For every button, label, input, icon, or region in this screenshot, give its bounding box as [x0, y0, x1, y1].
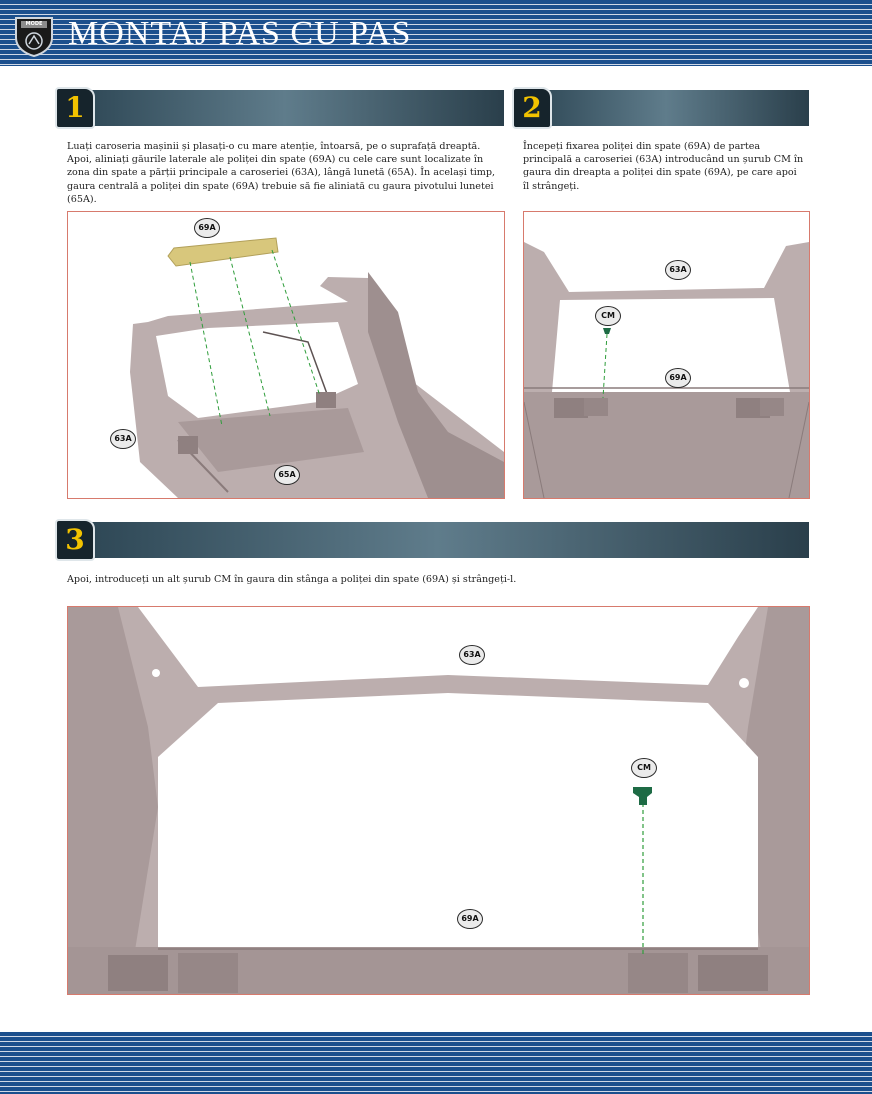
step-3-illustration	[67, 606, 810, 995]
car-body-rear-view	[524, 212, 809, 498]
part-label-69a: 69A	[457, 909, 483, 929]
step-1-number: 1	[55, 87, 95, 129]
screw-label-cm: CM	[631, 758, 657, 778]
step-3-number: 3	[55, 519, 95, 561]
step-1-bar	[66, 90, 504, 126]
step-2-illustration	[523, 211, 810, 499]
page-title: MONTAJ PAS CU PAS	[68, 15, 412, 52]
car-body-rear-view	[68, 607, 809, 994]
part-label-63a: 63A	[110, 429, 136, 449]
step-3-bar	[66, 522, 809, 558]
part-label-63a: 63A	[459, 645, 485, 665]
step-2-text: Începeți fixarea poliței din spate (69A) de partea principală a caroseriei (63A) introducând un șurub CM în gaura din dreapta a poliței din spate (69A), pe care apoi îl strângeți.	[523, 141, 804, 192]
step-2-bar	[523, 90, 809, 126]
step-3-text: Apoi, introduceți un alt șurub CM în gaura din stânga a poliței din spate (69A) și strângeți-l.	[67, 574, 517, 585]
car-body-rear-view	[68, 212, 504, 498]
part-label-63a: 63A	[665, 260, 691, 280]
step-1-text: Luați caroseria mașinii și plasați-o cu mare atenție, întoarsă, pe o suprafață dreaptă. Apoi, aliniați găurile laterale ale poliței din spate (69A) cu cele care sunt localizate în zona din spate a părții principale a caroseriei (63A), lângă lunetă (65A). În același timp, gaura centrală a poliței din spate (69A) trebuie să fie aliniată cu gaura pivotului lunetei (65A).	[67, 141, 496, 205]
footer-banner	[0, 1032, 872, 1094]
part-label-65a: 65A	[274, 465, 300, 485]
step-2-number: 2	[512, 87, 552, 129]
screw-label-cm: CM	[595, 306, 621, 326]
part-label-69a: 69A	[194, 218, 220, 238]
logo-text: MODE	[25, 21, 43, 27]
header-banner	[0, 0, 872, 66]
step-1-illustration	[67, 211, 505, 499]
part-label-69a: 69A	[665, 368, 691, 388]
